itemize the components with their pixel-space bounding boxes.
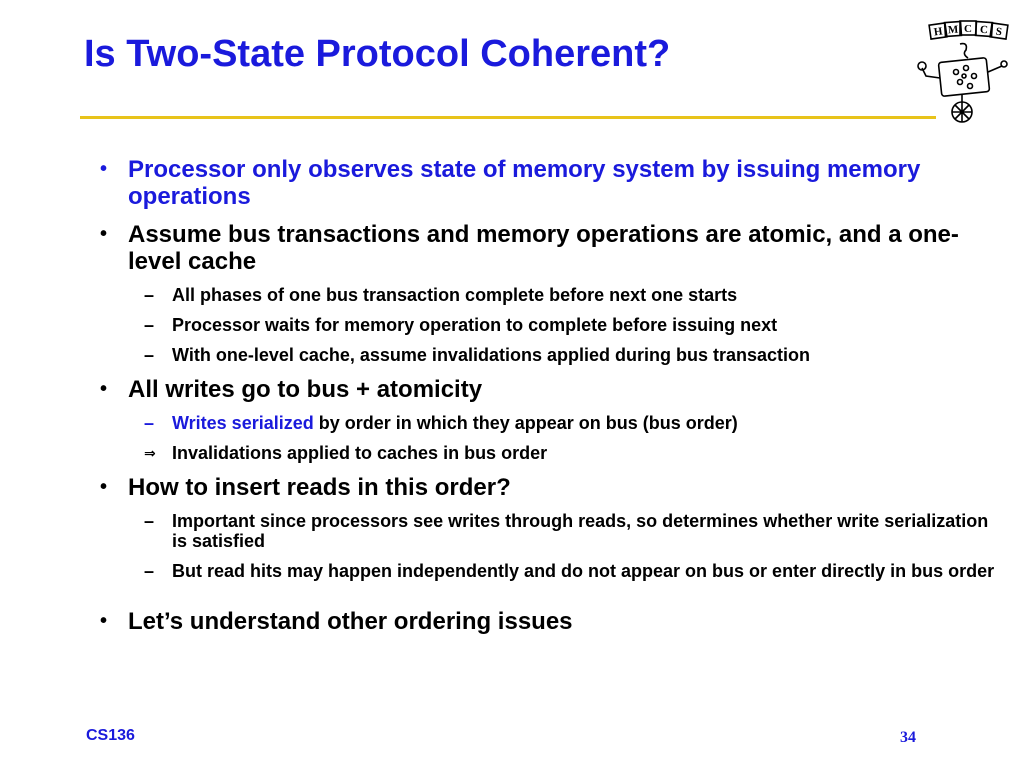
bullet-item [100,156,1000,210]
sub-bullet-text: Invalidations applied to caches in bus order [172,443,548,463]
hmc-cs-logo-icon [916,16,1012,124]
svg-text:C: C [979,23,989,37]
svg-text:C: C [964,23,972,35]
bullet-text: Processor only observes state of memory system by issuing memory operations [128,156,921,210]
sub-bullet-text: by order in which they appear on bus (bus order) [313,413,738,433]
bullet-list [100,156,1000,635]
bullet-marker: • [100,476,108,498]
sub-bullet-item [142,511,1000,551]
sub-bullet-item [142,443,1000,463]
bullet-marker: • [100,158,108,180]
svg-text:S: S [994,25,1003,39]
bullet-item [100,221,1000,275]
bullet-item [100,474,1000,501]
sub-bullet-text: All phases of one bus transaction complete before next one starts [172,285,738,305]
bullet-text: All writes go to bus + atomicity [128,376,483,403]
implies-marker: ⇒ [144,445,156,461]
sub-bullet-item [142,413,1000,433]
dash-marker: – [144,511,155,531]
svg-text:M: M [947,23,959,37]
highlighted-term: Writes serialized [172,413,314,433]
bullet-marker: • [100,610,108,632]
bullet-text: Let’s understand other ordering issues [128,608,573,635]
dash-marker: – [144,413,155,433]
footer-course: CS136 [86,727,135,744]
bullet-marker: • [100,378,108,400]
sub-bullet-text: Important since processors see writes through reads, so determines whether write serialization is satisfied [172,511,989,551]
bullet-text: Assume bus transactions and memory operations are atomic, and a one-level cache [128,221,959,275]
title-divider [80,116,936,119]
sub-bullet-item [142,345,1000,365]
sub-bullet-text: With one-level cache, assume invalidations applied during bus transaction [172,345,810,365]
bullet-text: How to insert reads in this order? [128,474,511,501]
sub-bullet-item [142,315,1000,335]
svg-text:H: H [933,25,944,39]
bullet-item [100,608,1000,635]
page-number: 34 [900,729,916,746]
bullet-item [100,376,1000,403]
sub-bullet-item [142,561,1000,581]
slide-title: Is Two-State Protocol Coherent? [84,33,671,75]
dash-marker: – [144,315,155,335]
dash-marker: – [144,561,155,581]
dash-marker: – [144,345,155,365]
sub-bullet-text: But read hits may happen independently and do not appear on bus or enter directly in bus order [172,561,995,581]
sub-bullet-item [142,285,1000,305]
sub-bullet-text: Processor waits for memory operation to complete before issuing next [172,315,778,335]
dash-marker: – [144,285,155,305]
bullet-marker: • [100,223,108,245]
